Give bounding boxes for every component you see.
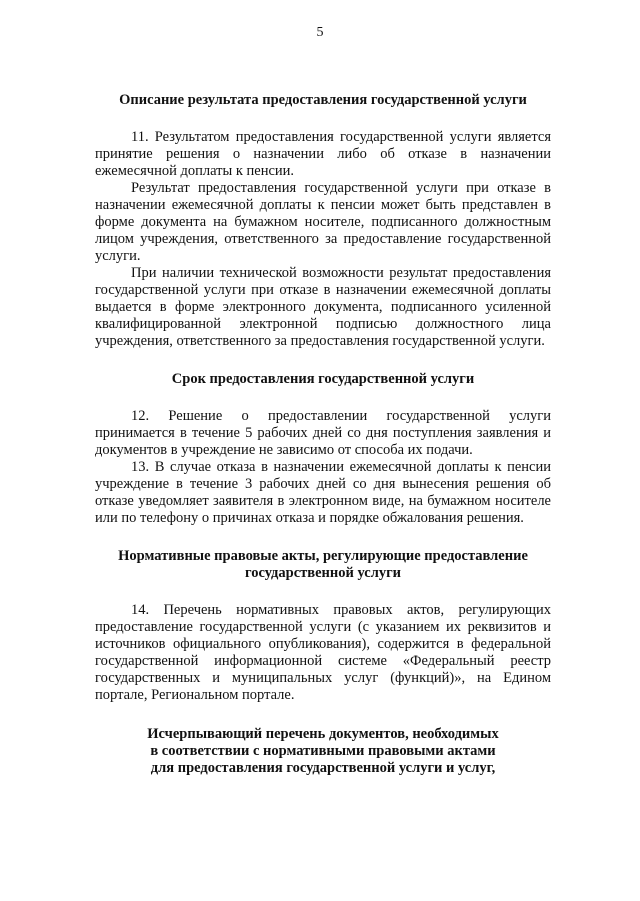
heading-line: в соответствии с нормативными правовыми актами bbox=[150, 743, 496, 759]
heading-line: государственной услуги bbox=[244, 565, 402, 581]
page-number: 5 bbox=[316, 25, 324, 40]
paragraph-13: 13. В случае отказа в назначении ежемесячной доплаты к пенсии учреждение в течение 3 рабочих дней со дня вынесения решения об отказе уведомляет заявителя в электронном виде, на бумажном носителе или по телефону о причинах отказа и порядке обжалования решения. bbox=[95, 459, 551, 526]
paragraph-result-electronic: При наличии технической возможности результат предоставления государственной услуги при отказе в назначении ежемесячной доплаты выдается в форме электронного документа, подписанного усиленной квалифицированной электронной подписью должностного лица учреждения, ответственного за предоставления государственной услуги. bbox=[95, 265, 551, 349]
paragraph-result-paper: Результат предоставления государственной услуги при отказе в назначении ежемесячной доплаты к пенсии может быть представлен в форме документа на бумажном носителе, подписанного должностным лицом учреждения, ответственного за предоставление государственной услуги. bbox=[95, 180, 551, 264]
paragraph-11: 11. Результатом предоставления государственной услуги является принятие решения о назначении либо об отказе в назначении ежемесячной доплаты к пенсии. bbox=[95, 129, 551, 179]
section-heading-legal-acts bbox=[95, 548, 551, 582]
paragraph-14: 14. Перечень нормативных правовых актов, регулирующих предоставление государственной услуги (с указанием их реквизитов и источников официального опубликования), содержится в федеральной государственной информационной системе «Федеральный реестр государственных и муниципальных услуг (функций)», на Едином портале, Региональном портале. bbox=[95, 602, 551, 703]
section-heading-documents-list bbox=[95, 726, 551, 777]
heading-line: Нормативные правовые акты, регулирующие предоставление bbox=[118, 548, 528, 564]
paragraph-12: 12. Решение о предоставлении государственной услуги принимается в течение 5 рабочих дней со дня поступления заявления и документов в учреждение не зависимо от способа их подачи. bbox=[95, 408, 551, 458]
heading-line: Исчерпывающий перечень документов, необходимых bbox=[147, 726, 499, 742]
document-body bbox=[95, 88, 551, 777]
section-heading-term: Срок предоставления государственной услуги bbox=[171, 371, 475, 387]
section-heading-result: Описание результата предоставления государственной услуги bbox=[119, 92, 527, 108]
heading-line: для предоставления государственной услуги и услуг, bbox=[150, 760, 496, 776]
